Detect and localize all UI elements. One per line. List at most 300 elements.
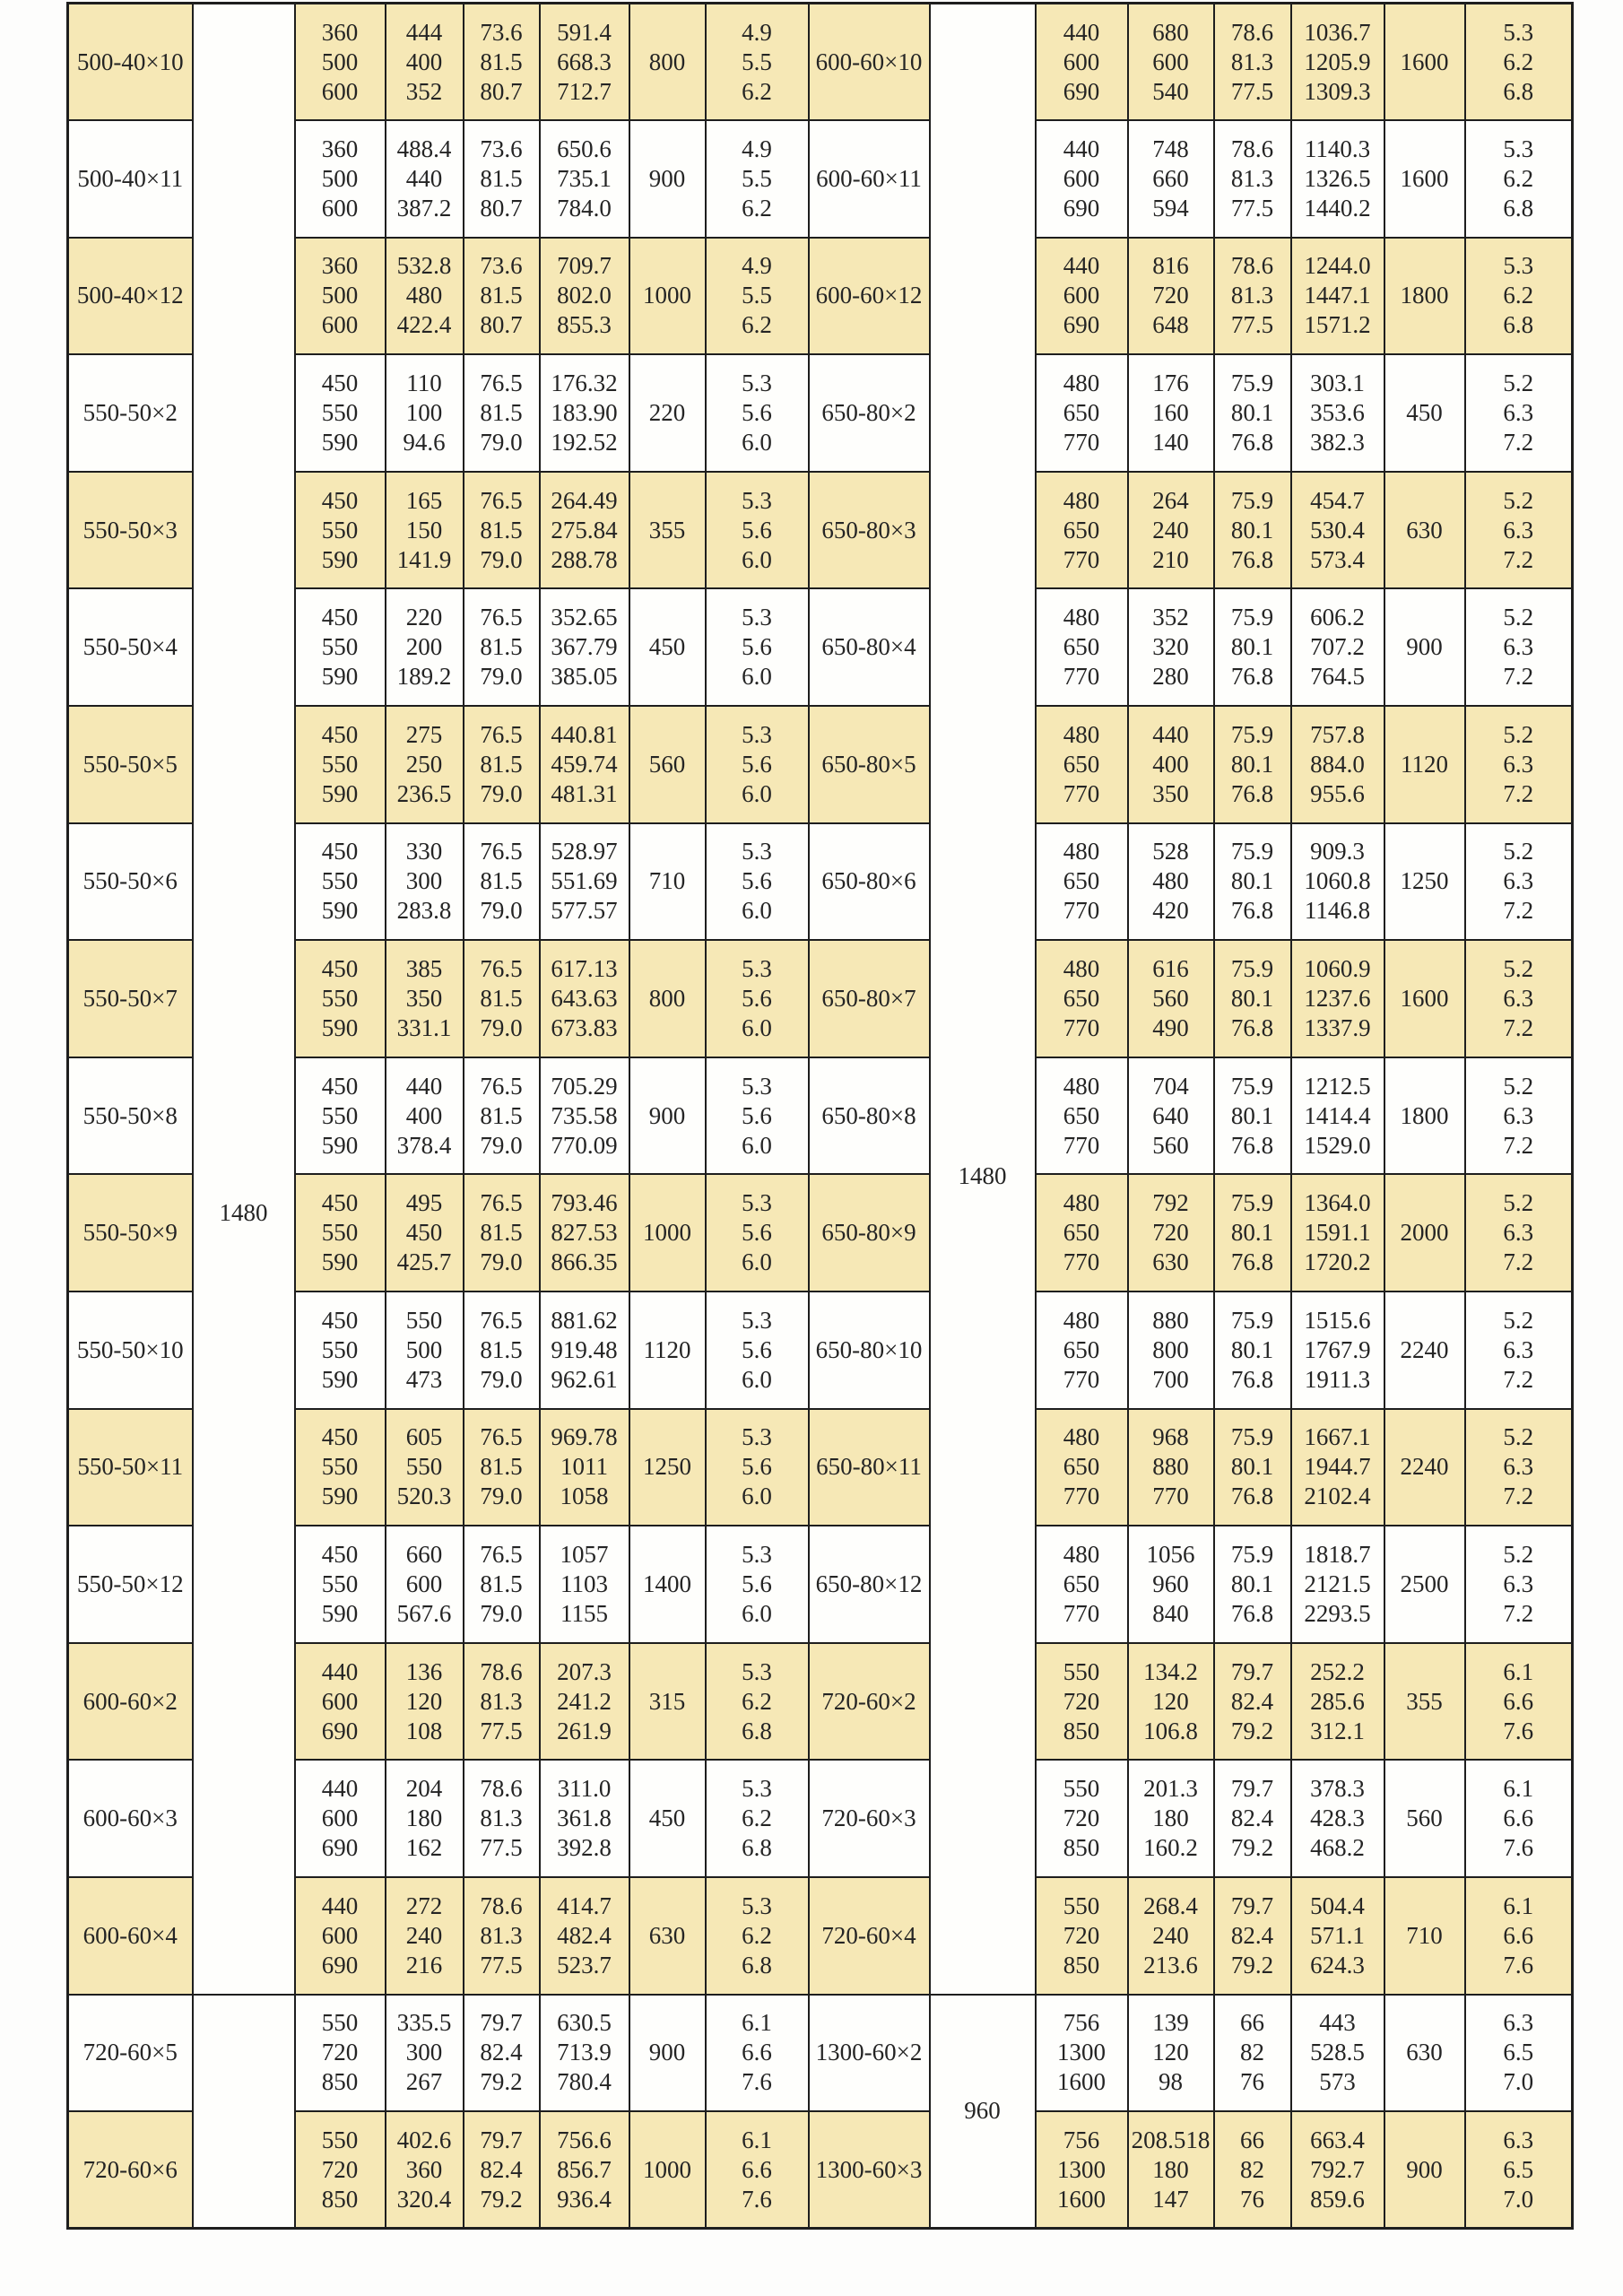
value-line: 528.5 [1310,2039,1365,2066]
value-line: 6.1 [1503,1892,1534,1919]
value-line: 802.0 [557,282,612,309]
cell-c5-right: 1600 [1384,120,1465,238]
cell-c3-right [1214,1526,1291,1643]
value-line: 450 [321,1189,359,1217]
value-line: 6.3 [1503,2009,1534,2037]
cell-c1-right [1036,1057,1128,1175]
cell-model-right: 650-80×8 [809,1057,930,1175]
value-line: 2293.5 [1304,1600,1371,1628]
cell-c2-left [386,1057,464,1175]
value-line: 594 [1152,194,1189,222]
cell-c1-right [1036,1760,1128,1877]
value-line: 450 [321,370,359,397]
value-line: 6.2 [1503,164,1534,192]
value-line: 79.0 [480,1483,523,1510]
cell-model-right: 600-60×12 [809,238,930,355]
value-line: 140 [1152,429,1189,457]
value-line: 770 [1152,1483,1189,1510]
cell-c3-right [1214,1760,1291,1877]
value-line: 909.3 [1310,838,1365,865]
value-line: 192.52 [551,429,618,457]
cell-c1-right [1036,1174,1128,1292]
value-line: 1205.9 [1304,48,1371,75]
value-line: 1060.9 [1304,955,1371,983]
value-line: 650 [1063,1570,1100,1598]
cell-c1-left [295,1057,386,1175]
value-line: 770 [1063,1365,1100,1393]
value-line: 1818.7 [1304,1541,1371,1569]
value-line: 2121.5 [1304,1570,1371,1598]
cell-c1-right [1036,1877,1128,1995]
value-line: 520.3 [396,1483,452,1510]
value-line: 770 [1063,1483,1100,1510]
value-line: 220 [405,604,443,631]
value-line: 7.2 [1503,1248,1534,1276]
value-line: 80.1 [1230,1453,1274,1481]
value-line: 567.6 [396,1600,452,1628]
value-line: 1364.0 [1304,1189,1371,1217]
value-line: 360 [321,18,359,46]
value-line: 5.3 [742,604,772,631]
value-line: 5.3 [742,1423,772,1451]
cell-c6-left [706,238,809,355]
value-line: 385.05 [551,663,618,691]
cell-c3-right [1214,1174,1291,1292]
value-line: 5.6 [742,1101,772,1129]
value-line: 1591.1 [1304,1219,1371,1247]
cell-c2-right [1128,120,1214,238]
value-line: 76.5 [480,1072,523,1100]
value-line: 720 [1152,1219,1189,1247]
value-line: 81.5 [480,1219,523,1247]
value-line: 680 [1152,18,1189,46]
value-line: 756 [1063,2126,1100,2153]
cell-c2-right [1128,238,1214,355]
cell-c2-left [386,706,464,823]
cell-c1-left [295,238,386,355]
cell-model-right: 650-80×3 [809,472,930,589]
value-line: 79.2 [480,2185,523,2213]
value-line: 81.3 [1230,282,1274,309]
value-line: 1056 [1146,1541,1195,1569]
value-line: 6.0 [742,1014,772,1042]
value-line: 360 [321,135,359,162]
value-line: 76.8 [1230,1483,1274,1510]
value-line: 5.6 [742,1219,772,1247]
cell-c4-left [540,1877,629,1995]
cell-model-right: 720-60×4 [809,1877,930,1995]
value-line: 936.4 [557,2185,612,2213]
value-line: 6.8 [1503,77,1534,105]
value-line: 5.5 [742,164,772,192]
value-line: 201.3 [1143,1775,1198,1803]
value-line: 136 [405,1657,443,1685]
value-line: 660 [1152,164,1189,192]
value-line: 176 [1152,370,1189,397]
cell-c1-right [1036,1526,1128,1643]
value-line: 5.2 [1503,1306,1534,1334]
cell-c4-right [1291,940,1384,1057]
value-line: 550 [321,1101,359,1129]
cell-model-right: 650-80×12 [809,1526,930,1643]
cell-c1-left [295,1292,386,1409]
value-line: 866.35 [551,1248,618,1276]
cell-model-right: 650-80×5 [809,706,930,823]
value-line: 76.5 [480,1306,523,1334]
value-line: 1326.5 [1304,164,1371,192]
value-line: 440 [1063,135,1100,162]
cell-c5-left: 450 [629,1760,706,1877]
cell-c1-left [295,1995,386,2112]
value-line: 81.5 [480,516,523,544]
cell-c5-left: 1000 [629,2111,706,2229]
cell-c1-right [1036,940,1128,1057]
cell-c1-left [295,706,386,823]
value-line: 79.0 [480,1248,523,1276]
cell-c5-left: 560 [629,706,706,823]
cell-c2-left [386,2111,464,2229]
table-row [68,1995,1573,2112]
value-line: 450 [321,955,359,983]
value-line: 5.6 [742,750,772,778]
cell-c4-right [1291,238,1384,355]
cell-c3-right [1214,238,1291,355]
value-line: 800 [1152,1335,1189,1363]
value-line: 1337.9 [1304,1014,1371,1042]
value-line: 450 [321,1423,359,1451]
value-line: 210 [1152,545,1189,573]
value-line: 6.3 [1503,1101,1534,1129]
cell-c3-left [464,1409,540,1526]
value-line: 6.1 [742,2126,772,2153]
cell-model-left: 720-60×6 [68,2111,193,2229]
cell-c1-right [1036,823,1128,941]
value-line: 960 [1152,1570,1189,1598]
value-line: 80.1 [1230,1219,1274,1247]
value-line: 76.8 [1230,1131,1274,1159]
value-line: 606.2 [1310,604,1365,631]
cell-model-left: 550-50×2 [68,354,193,472]
cell-model-left: 500-40×11 [68,120,193,238]
cell-model-right: 1300-60×2 [809,1995,930,2112]
value-line: 617.13 [551,955,618,983]
value-line: 5.3 [742,838,772,865]
value-line: 850 [1063,1717,1100,1744]
cell-c2-right [1128,1995,1214,2112]
value-line: 275 [405,720,443,748]
value-line: 6.3 [1503,2126,1534,2153]
value-line: 590 [321,429,359,457]
cell-model-left: 550-50×3 [68,472,193,589]
value-line: 76.8 [1230,1248,1274,1276]
cell-c4-right [1291,1643,1384,1761]
value-line: 76 [1240,2185,1264,2213]
value-line: 881.62 [551,1306,618,1334]
value-line: 6.3 [1503,399,1534,427]
spec-table [66,2,1574,2230]
value-line: 75.9 [1230,1072,1274,1100]
value-line: 473 [405,1365,443,1393]
value-line: 540 [1152,77,1189,105]
cell-c4-right [1291,823,1384,941]
value-line: 6.6 [742,2155,772,2183]
cell-model-right: 650-80×11 [809,1409,930,1526]
value-line: 6.8 [742,1951,772,1979]
value-line: 283.8 [396,897,452,925]
value-line: 80.1 [1230,399,1274,427]
value-line: 76.8 [1230,1014,1274,1042]
value-line: 76.8 [1230,1365,1274,1393]
cell-c1-left [295,2111,386,2229]
value-line: 378.3 [1310,1775,1365,1803]
value-line: 80.1 [1230,985,1274,1013]
value-line: 6.0 [742,897,772,925]
cell-c4-left [540,1643,629,1761]
cell-model-left: 550-50×10 [68,1292,193,1409]
value-line: 82.4 [480,2155,523,2183]
value-line: 440 [321,1657,359,1685]
cell-c4-right [1291,1409,1384,1526]
value-line: 139 [1152,2009,1189,2037]
cell-model-right: 650-80×2 [809,354,930,472]
cell-c3-left [464,940,540,1057]
cell-c2-left [386,238,464,355]
value-line: 640 [1152,1101,1189,1129]
cell-c6-left [706,940,809,1057]
value-line: 5.3 [742,1072,772,1100]
value-line: 859.6 [1310,2185,1365,2213]
cell-model-right: 600-60×11 [809,120,930,238]
cell-c2-left [386,940,464,1057]
value-line: 690 [321,1951,359,1979]
cell-c3-right [1214,472,1291,589]
value-line: 6.2 [742,77,772,105]
value-line: 480 [1063,720,1100,748]
value-line: 770 [1063,897,1100,925]
value-line: 4.9 [742,252,772,280]
cell-c5-right: 1600 [1384,940,1465,1057]
value-line: 367.79 [551,633,618,661]
value-line: 240 [1152,1921,1189,1949]
value-line: 443 [1319,2009,1356,2037]
cell-c2-left [386,1409,464,1526]
value-line: 272 [405,1892,443,1919]
cell-c2-right [1128,1877,1214,1995]
value-line: 268.4 [1143,1892,1198,1919]
cell-c2-right [1128,1643,1214,1761]
value-line: 6.2 [742,1805,772,1832]
cell-c4-right [1291,1995,1384,2112]
value-line: 528 [1152,838,1189,865]
value-line: 6.2 [742,194,772,222]
value-line: 550 [1063,1892,1100,1919]
cell-c2-left [386,1292,464,1409]
value-line: 76.5 [480,720,523,748]
value-line: 108 [405,1717,443,1744]
value-line: 5.6 [742,633,772,661]
cell-c6-left [706,1877,809,1995]
cell-c3-right [1214,1057,1291,1175]
value-line: 735.58 [551,1101,618,1129]
value-line: 6.0 [742,1248,772,1276]
value-line: 550 [321,985,359,1013]
value-line: 1212.5 [1304,1072,1371,1100]
cell-c4-right [1291,1760,1384,1877]
value-line: 704 [1152,1072,1189,1100]
cell-c3-left [464,120,540,238]
value-line: 110 [406,370,442,397]
value-line: 500 [321,48,359,75]
value-line: 141.9 [396,545,452,573]
value-line: 600 [1152,48,1189,75]
value-line: 550 [1063,1657,1100,1685]
cell-c5-right: 2000 [1384,1174,1465,1292]
cell-c2-right [1128,823,1214,941]
value-line: 605 [405,1423,443,1451]
value-line: 6.3 [1503,633,1534,661]
cell-c2-left [386,823,464,941]
cell-c6-right [1465,2111,1573,2229]
value-line: 76.5 [480,838,523,865]
value-line: 414.7 [557,1892,612,1919]
cell-c6-left [706,1057,809,1175]
value-line: 673.83 [551,1014,618,1042]
value-line: 6.6 [1503,1805,1534,1832]
value-line: 81.5 [480,633,523,661]
cell-c6-right [1465,1409,1573,1526]
value-line: 500 [321,164,359,192]
value-line: 480 [1063,1306,1100,1334]
value-line: 77.5 [480,1951,523,1979]
cell-model-right: 650-80×9 [809,1174,930,1292]
table-row [68,4,1573,121]
value-line: 550 [321,1219,359,1247]
value-line: 690 [1063,194,1100,222]
value-line: 792 [1152,1189,1189,1217]
value-line: 5.6 [742,399,772,427]
value-line: 720 [1063,1805,1100,1832]
value-line: 79.7 [1230,1775,1274,1803]
cell-c1-right [1036,1409,1128,1526]
cell-c1-left [295,120,386,238]
cell-c2-right [1128,1409,1214,1526]
value-line: 5.3 [742,370,772,397]
value-line: 590 [321,897,359,925]
value-line: 81.3 [480,1805,523,1832]
cell-c6-left [706,354,809,472]
value-line: 748 [1152,135,1189,162]
value-line: 600 [321,1687,359,1715]
value-line: 6.3 [1503,1219,1534,1247]
cell-c2-left [386,354,464,472]
value-line: 162 [405,1834,443,1862]
cell-c3-left [464,1057,540,1175]
value-line: 6.8 [1503,194,1534,222]
value-line: 82.4 [1230,1687,1274,1715]
value-line: 76.5 [480,604,523,631]
value-line: 82.4 [1230,1921,1274,1949]
cell-c6-left [706,1409,809,1526]
value-line: 770 [1063,545,1100,573]
value-line: 6.3 [1503,1570,1534,1598]
value-line: 700 [1152,1365,1189,1393]
cell-c2-left [386,1760,464,1877]
value-line: 770 [1063,1014,1100,1042]
value-line: 550 [321,2009,359,2037]
value-line: 240 [1152,516,1189,544]
cell-c5-right: 560 [1384,1760,1465,1877]
value-line: 66 [1240,2009,1264,2037]
cell-c1-right [1036,1643,1128,1761]
cell-c6-right [1465,706,1573,823]
cell-model-left: 550-50×4 [68,588,193,706]
value-line: 79.0 [480,663,523,691]
value-line: 78.6 [1230,135,1274,162]
value-line: 75.9 [1230,1189,1274,1217]
value-line: 252.2 [1310,1657,1365,1685]
value-line: 616 [1152,955,1189,983]
cell-c5-right: 1800 [1384,1057,1465,1175]
cell-c4-left [540,706,629,823]
value-line: 81.5 [480,164,523,192]
cell-c4-right [1291,354,1384,472]
cell-c6-right [1465,1057,1573,1175]
value-line: 75.9 [1230,1423,1274,1451]
value-line: 5.2 [1503,838,1534,865]
value-line: 5.6 [742,516,772,544]
value-line: 495 [405,1189,443,1217]
value-line: 236.5 [396,779,452,807]
value-line: 5.2 [1503,720,1534,748]
value-line: 690 [321,1717,359,1744]
value-line: 1600 [1057,2185,1106,2213]
value-line: 880 [1152,1453,1189,1481]
speed-value: 1480 [219,1199,268,1227]
value-line: 300 [405,2039,443,2066]
value-line: 7.2 [1503,779,1534,807]
value-line: 1146.8 [1304,897,1371,925]
cell-c1-left [295,4,386,121]
cell-c6-right [1465,4,1573,121]
value-line: 250 [405,750,443,778]
cell-c6-left [706,1995,809,2112]
value-line: 1571.2 [1304,311,1371,339]
value-line: 6.3 [1503,1453,1534,1481]
cell-c5-left: 355 [629,472,706,589]
value-line: 591.4 [557,18,612,46]
value-line: 78.6 [1230,18,1274,46]
value-line: 968 [1152,1423,1189,1451]
value-line: 77.5 [1230,194,1274,222]
cell-c1-right [1036,2111,1128,2229]
value-line: 189.2 [396,663,452,691]
cell-c3-left [464,823,540,941]
value-line: 100 [405,399,443,427]
value-line: 204 [405,1775,443,1803]
value-line: 7.2 [1503,1131,1534,1159]
cell-c5-right: 900 [1384,2111,1465,2229]
value-line: 80.7 [480,77,523,105]
value-line: 76.5 [480,370,523,397]
value-line: 5.3 [742,1775,772,1803]
value-line: 79.7 [480,2009,523,2037]
value-line: 490 [1152,1014,1189,1042]
value-line: 450 [321,1541,359,1569]
cell-speed-right-upper [930,4,1036,1995]
cell-c6-left [706,1760,809,1877]
value-line: 1103 [560,1570,608,1598]
cell-c5-right: 450 [1384,354,1465,472]
